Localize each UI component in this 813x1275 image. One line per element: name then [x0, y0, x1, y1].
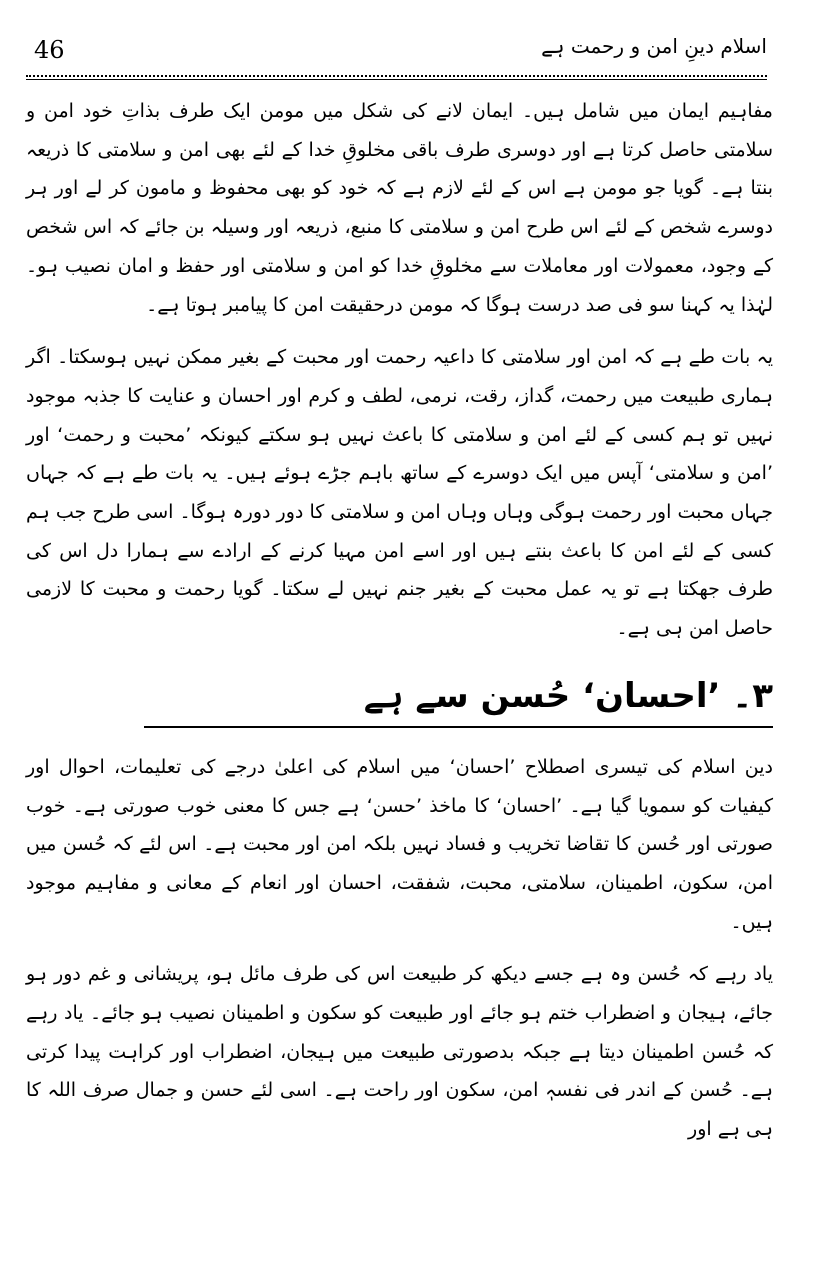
page-body — [26, 92, 773, 1149]
body-paragraph: یہ بات طے ہے کہ امن اور سلامتی کا داعیہ رحمت اور محبت کے بغیر ممکن نہیں ہوسکتا۔ اگر ہماری طبیعت میں رحمت، گداز، رقت، نرمی، لطف و کرم اور احسان و عنایت کا جذبہ موجود نہیں تو ہم کسی کے لئے امن و سلامتی کا باعث نہیں ہو سکتے کیونکہ ’محبت و رحمت‘ اور ’امن و سلامتی‘ آپس میں ایک دوسرے کے ساتھ باہم جڑے ہوئے ہیں۔ یہ بات طے ہے کہ جہاں جہاں محبت اور رحمت ہوگی وہاں وہاں امن و سلامتی کا دور دورہ ہوگا۔ اسی طرح جب ہم کسی کے لئے امن کا باعث بنتے ہیں اور اسے امن مہیا کرنے کے ارادے سے ہمارا دل اس کی طرف جھکتا ہے تو یہ عمل محبت کے بغیر جنم نہیں لے سکتا۔ گویا رحمت و محبت کا لازمی حاصل امن ہی ہے۔ — [26, 346, 773, 640]
section-heading-block — [26, 670, 773, 728]
body-paragraph: مفاہیم ایمان میں شامل ہیں۔ ایمان لانے کی شکل میں مومن ایک طرف بذاتِ خود امن و سلامتی حاصل کرتا ہے اور دوسری طرف باقی مخلوقِ خدا کے لئے بھی امن و سلامتی کا ذریعہ بنتا ہے۔ گویا جو مومن ہے اس کے لئے لازم ہے کہ خود کو بھی محفوظ و مامون کر لے اور ہر دوسرے شخص کے لئے اس طرح امن و سلامتی کا منبع، ذریعہ اور وسیلہ بن جائے کہ اس شخص کے وجود، معمولات اور معاملات سے مخلوقِ خدا کو امن و سلامتی اور حفظ و امان نصیب ہو۔ لہٰذا یہ کہنا سو فی صد درست ہوگا کہ مومن درحقیقت امن کا پیامبر ہوتا ہے۔ — [26, 100, 773, 316]
section-heading: ۳۔ ’احسان‘ حُسن سے ہے — [144, 670, 773, 728]
page-header — [26, 30, 767, 70]
header-solid-rule — [26, 79, 767, 80]
header-dotted-rule — [26, 75, 767, 77]
body-paragraph: یاد رہے کہ حُسن وہ ہے جسے دیکھ کر طبیعت اس کی طرف مائل ہو، پریشانی و غم دور ہو جائے، ہیجان و اضطراب ختم ہو جائے اور طبیعت کو سکون و اطمینان نصیب ہو جائے۔ یاد رہے کہ حُسن اطمینان دیتا ہے جبکہ بدصورتی طبیعت میں ہیجان، اضطراب اور کراہت پیدا کرتی ہے۔ حُسن کے اندر فی نفسہٖ امن، سکون اور راحت ہے۔ اسی لئے حسن و جمال صرف اللہ کا ہی ہے اور — [26, 963, 773, 1141]
running-title: اسلام دینِ امن و رحمت ہے — [541, 34, 767, 58]
page-number: 46 — [34, 36, 65, 64]
body-paragraph: دین اسلام کی تیسری اصطلاح ’احسان‘ میں اسلام کی اعلیٰ درجے کی تعلیمات، احوال اور کیفیات کو سمویا گیا ہے۔ ’احسان‘ کا ماخذ ’حسن‘ ہے جس کا معنی خوب صورتی ہے۔ خوب صورتی اور حُسن کا تقاضا تخریب و فساد نہیں بلکہ امن اور محبت ہے۔ اس لئے کہ حُسن میں امن، سکون، اطمینان، سلامتی، محبت، شفقت، احسان اور انعام کے معانی و مفاہیم موجود ہیں۔ — [26, 755, 773, 933]
